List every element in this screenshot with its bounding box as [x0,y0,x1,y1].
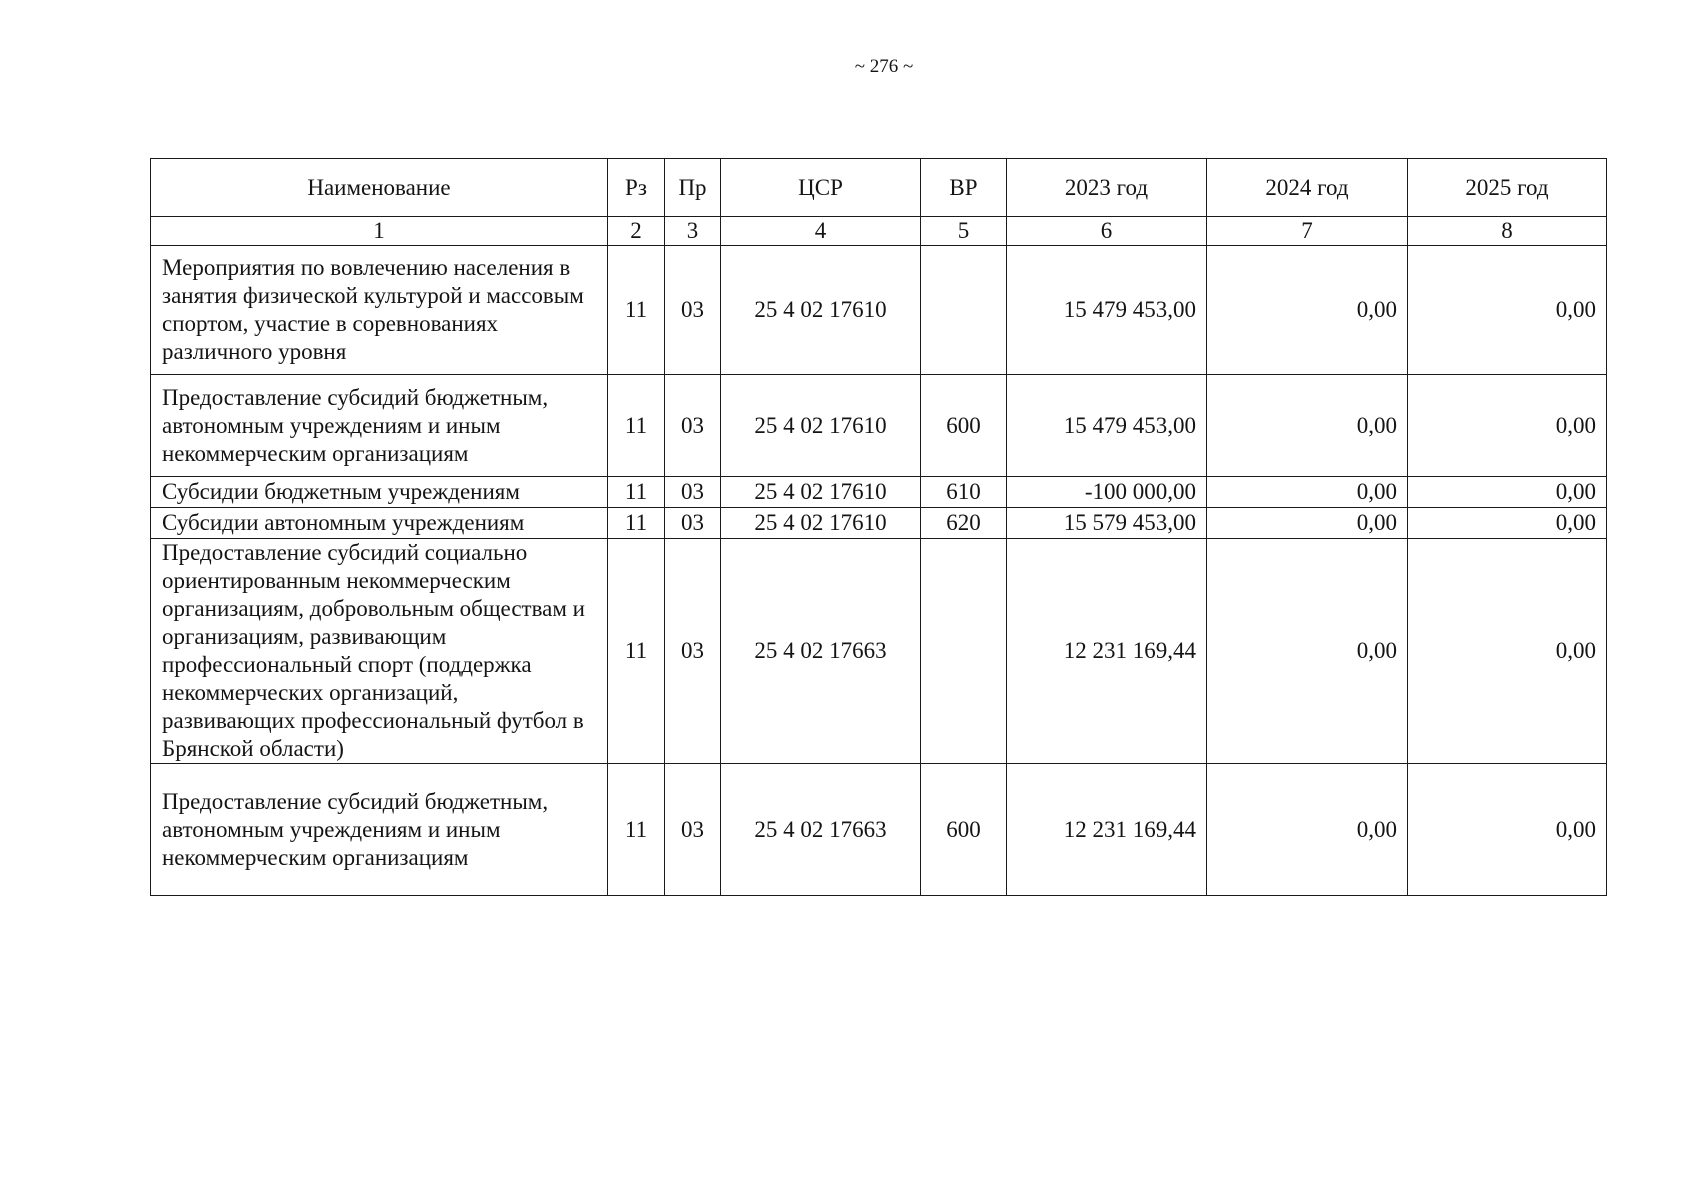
header-2024: 2024 год [1207,159,1408,217]
row-csr: 25 4 02 17663 [721,539,921,764]
column-number-row [151,217,1607,246]
row-name: Предоставление субсидий бюджетным, автономным учреждениям и иным некоммерческим организациям [151,375,608,477]
header-name: Наименование [151,159,608,217]
row-2023: 12 231 169,44 [1007,764,1207,896]
row-2024: 0,00 [1207,477,1408,508]
column-number: 6 [1007,217,1207,246]
header-vr: ВР [921,159,1007,217]
row-rz: 11 [608,508,665,539]
column-number: 1 [151,217,608,246]
row-2023: 15 479 453,00 [1007,246,1207,375]
header-rz: Рз [608,159,665,217]
row-vr: 610 [921,477,1007,508]
row-rz: 11 [608,539,665,764]
budget-table [150,158,1607,896]
row-vr [921,246,1007,375]
row-csr: 25 4 02 17663 [721,764,921,896]
table-row [151,539,1607,764]
row-2025: 0,00 [1408,375,1607,477]
page-number: ~ 276 ~ [854,56,914,77]
row-2024: 0,00 [1207,539,1408,764]
row-2025: 0,00 [1408,246,1607,375]
row-2025: 0,00 [1408,477,1607,508]
row-name: Мероприятия по вовлечению населения в занятия физической культурой и массовым спортом, участие в соревнованиях различного уровня [151,246,608,375]
row-pr: 03 [665,375,721,477]
header-2025: 2025 год [1408,159,1607,217]
row-vr: 600 [921,764,1007,896]
row-csr: 25 4 02 17610 [721,246,921,375]
column-number: 7 [1207,217,1408,246]
row-2025: 0,00 [1408,508,1607,539]
row-name: Предоставление субсидий бюджетным, автономным учреждениям и иным некоммерческим организациям [151,764,608,896]
column-number: 8 [1408,217,1607,246]
row-vr: 600 [921,375,1007,477]
table-row [151,508,1607,539]
row-pr: 03 [665,508,721,539]
row-name: Субсидии автономным учреждениям [151,508,608,539]
table-row [151,246,1607,375]
table-row [151,477,1607,508]
row-2025: 0,00 [1408,764,1607,896]
row-vr: 620 [921,508,1007,539]
column-number: 3 [665,217,721,246]
row-rz: 11 [608,375,665,477]
row-csr: 25 4 02 17610 [721,375,921,477]
row-name: Субсидии бюджетным учреждениям [151,477,608,508]
row-pr: 03 [665,477,721,508]
column-number: 4 [721,217,921,246]
row-2023: 12 231 169,44 [1007,539,1207,764]
row-2025: 0,00 [1408,539,1607,764]
header-pr: Пр [665,159,721,217]
row-pr: 03 [665,539,721,764]
table-row [151,764,1607,896]
header-2023: 2023 год [1007,159,1207,217]
header-csr: ЦСР [721,159,921,217]
header-row [151,159,1607,217]
table-row [151,375,1607,477]
row-2023: 15 479 453,00 [1007,375,1207,477]
row-rz: 11 [608,764,665,896]
row-pr: 03 [665,764,721,896]
row-2024: 0,00 [1207,508,1408,539]
row-csr: 25 4 02 17610 [721,508,921,539]
row-vr [921,539,1007,764]
row-rz: 11 [608,477,665,508]
row-name: Предоставление субсидий социально ориентированным некоммерческим организациям, добровольным обществам и организациям, развивающим профессиональный спорт (поддержка некоммерческих организаций, развивающих профессиональный футбол в Брянской области) [151,539,608,764]
row-2024: 0,00 [1207,375,1408,477]
column-number: 2 [608,217,665,246]
column-number: 5 [921,217,1007,246]
row-2024: 0,00 [1207,246,1408,375]
row-2023: -100 000,00 [1007,477,1207,508]
row-2023: 15 579 453,00 [1007,508,1207,539]
row-rz: 11 [608,246,665,375]
row-csr: 25 4 02 17610 [721,477,921,508]
row-pr: 03 [665,246,721,375]
row-2024: 0,00 [1207,764,1408,896]
